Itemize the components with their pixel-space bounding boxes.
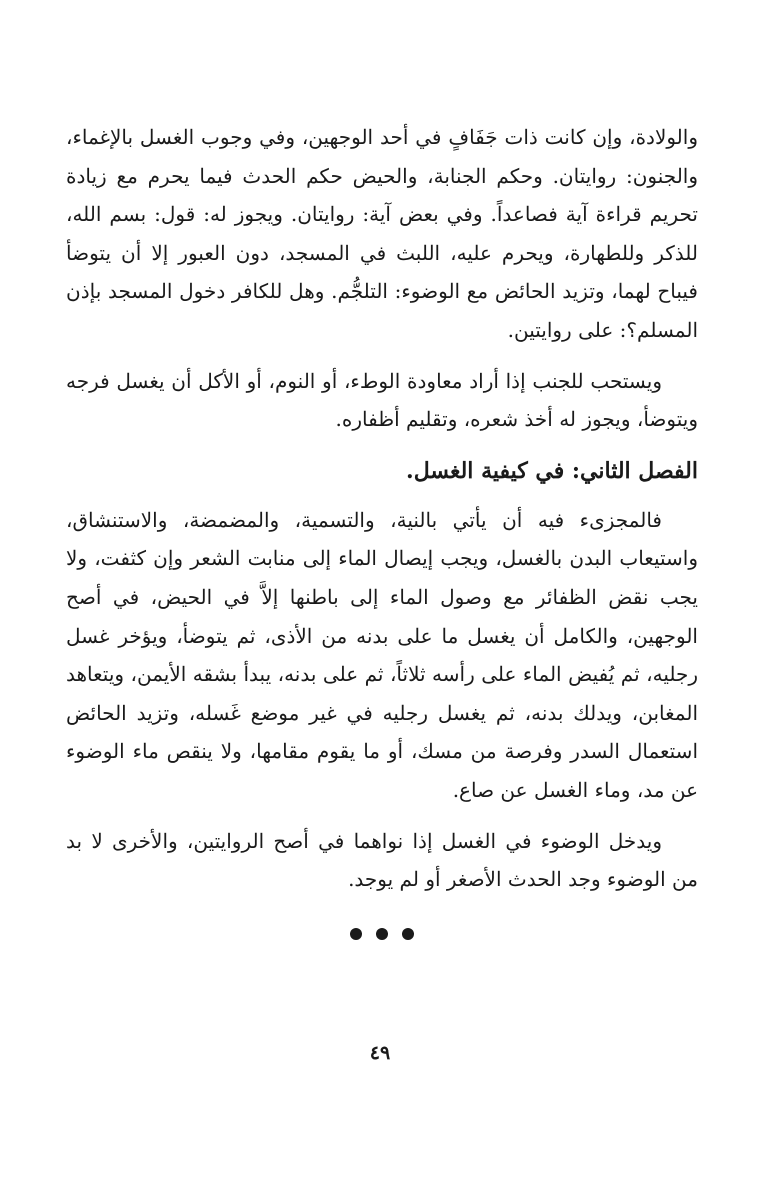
separator-dot-icon — [350, 928, 362, 940]
section-separator — [66, 925, 698, 945]
paragraph-ghusl-janaba: والولادة، وإن كانت ذات جَفَافٍ في أحد الوجهين، وفي وجوب الغسل بالإغماء، والجنون: روايتان. وحكم الجنابة، والحيض حكم الحدث فيما يحرم مع زيادة تحريم قراءة آية فصاعداً. وفي بعض آية: روايتان. ويجوز له: قول: بسم الله، للذكر وللطهارة، ويحرم عليه، اللبث في المسجد، دون العبور إلا أن يتوضأ فيباح لهما، وتزيد الحائض مع الوضوء: التلجُّم. وهل للكافر دخول المسجد بإذن المسلم؟: على روايتين. — [66, 125, 699, 342]
page-number: ٤٩ — [369, 1042, 391, 1064]
separator-dot-icon — [402, 928, 414, 940]
page-body — [66, 118, 698, 945]
paragraph-ghusl-method: فالمجزىء فيه أن يأتي بالنية، والتسمية، والمضمضة، والاستنشاق، واستيعاب البدن بالغسل، ويجب إيصال الماء إلى منابت الشعر وإن كثفت، ولا يجب نقض الظفائر مع وصول الماء إلى باطنها إلاَّ في الحيض، في أصح الوجهين، والكامل أن يغسل ما على بدنه من الأذى، ثم يتوضأ، ويؤخر غسل رجليه، ثم يُفيض الماء على رأسه ثلاثاً، ثم على بدنه، يبدأ بشقه الأيمن، ويتعاهد المغابن، ويدلك بدنه، ثم يغسل رجليه في غير موضع غَسله، وتزيد الحائض استعمال السدر وفرصة من مسك، أو ما يقوم مقامها، ولا ينقص ماء الوضوء عن مد، وماء الغسل عن صاع. — [66, 507, 698, 802]
paragraph-junub-recommendations: ويستحب للجنب إذا أراد معاودة الوطء، أو النوم، أو الأكل أن يغسل فرجه ويتوضأ، ويجوز له أخذ شعره، وتقليم أظفاره. — [66, 368, 698, 432]
separator-dot-icon — [376, 928, 388, 940]
section-heading: الفصل الثاني: في كيفية الغسل. — [406, 457, 698, 484]
paragraph-wudu-in-ghusl: ويدخل الوضوء في الغسل إذا نواهما في أصح الروايتين، والأخرى لا بد من الوضوء وجد الحدث الأصغر أو لم يوجد. — [66, 828, 698, 892]
